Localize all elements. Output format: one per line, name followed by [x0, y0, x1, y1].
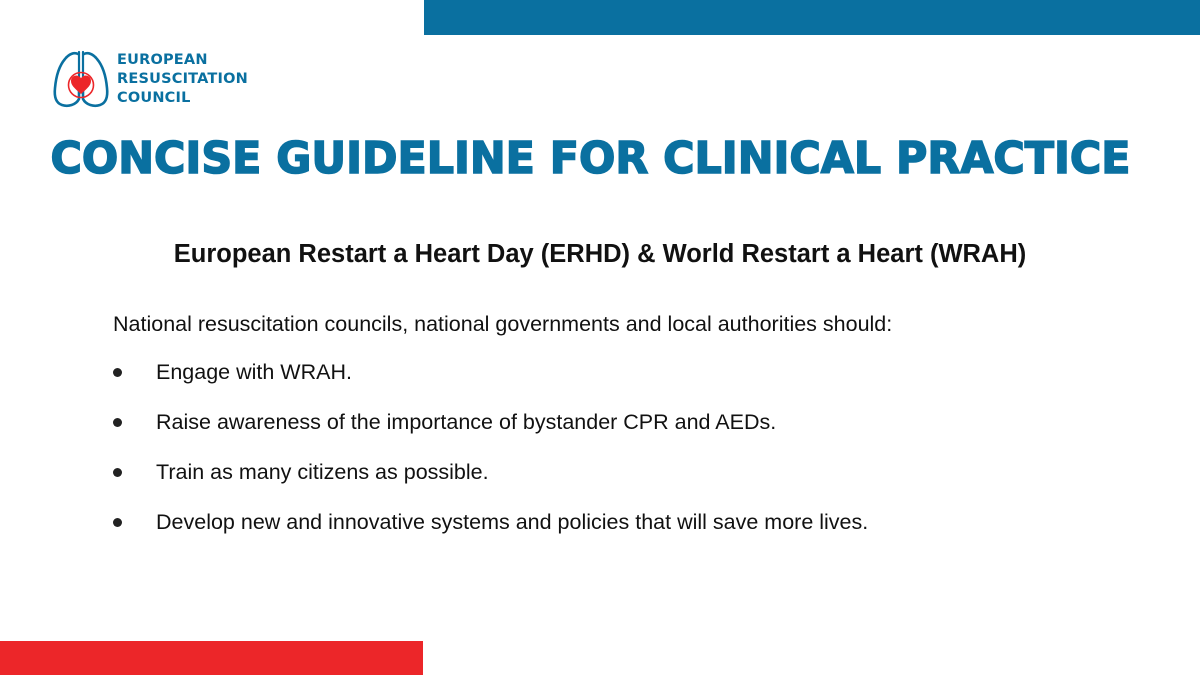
lungs-heart-icon — [50, 48, 112, 110]
bullet-icon — [113, 368, 122, 377]
list-item-text: Develop new and innovative systems and policies that will save more lives. — [156, 510, 869, 534]
bullet-icon — [113, 518, 122, 527]
logo-wordmark — [117, 51, 248, 108]
list-item-text: Train as many citizens as possible. — [156, 460, 489, 484]
guideline-banner — [48, 135, 1133, 185]
logo-line: COUNCIL — [117, 90, 191, 106]
slide-subtitle: European Restart a Heart Day (ERHD) & World Restart a Heart (WRAH) — [173, 240, 1027, 268]
banner-title: CONCISE GUIDELINE FOR CLINICAL PRACTICE — [50, 135, 1131, 184]
bullet-icon — [113, 468, 122, 477]
intro-text: National resuscitation councils, national governments and local authorities should: — [113, 312, 893, 336]
list-item-text: Raise awareness of the importance of bystander CPR and AEDs. — [156, 410, 777, 434]
logo-line: EUROPEAN — [117, 52, 208, 68]
logo-line: RESUSCITATION — [117, 71, 248, 87]
top-accent-bar — [424, 0, 1200, 35]
bottom-accent-bar — [0, 641, 423, 675]
bullet-icon — [113, 418, 122, 427]
list-item-text: Engage with WRAH. — [156, 360, 352, 384]
erc-logo — [50, 48, 270, 112]
